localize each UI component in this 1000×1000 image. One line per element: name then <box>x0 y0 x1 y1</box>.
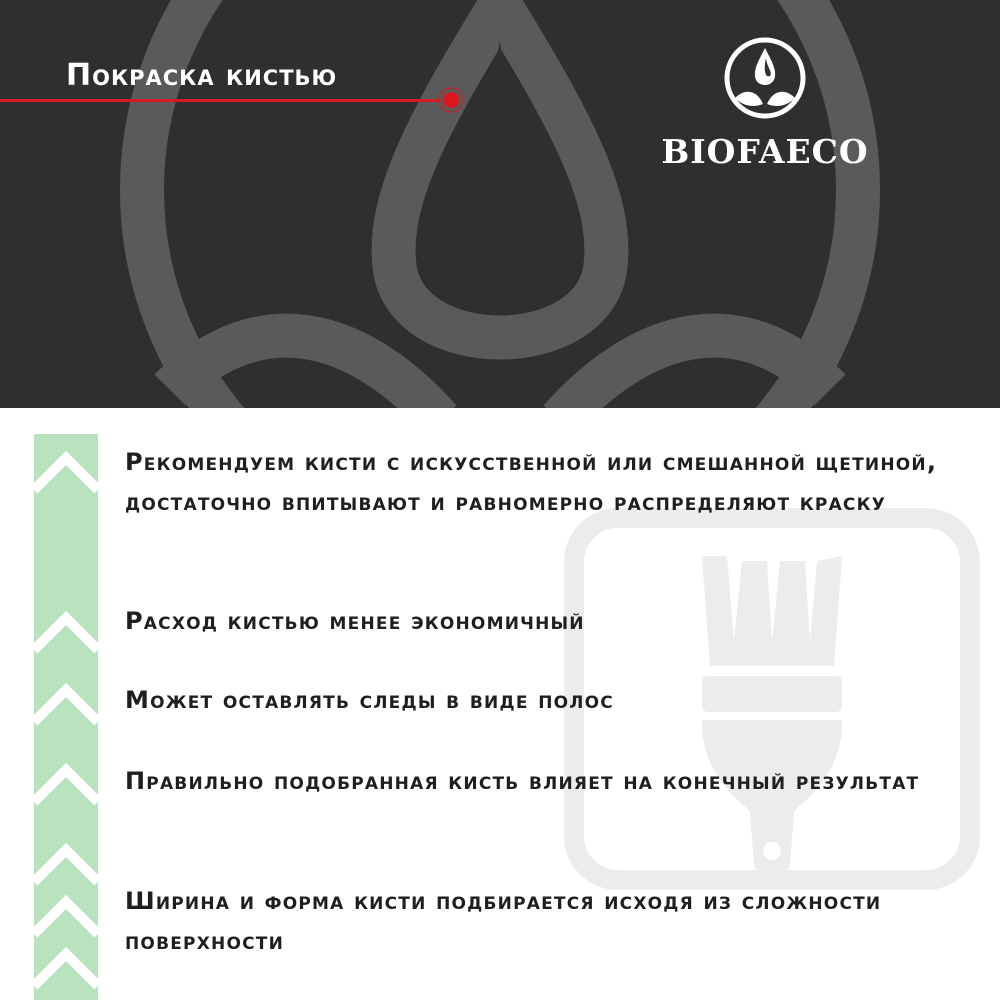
title-accent-line <box>0 99 440 102</box>
list-item: Расход кистью менее экономичный <box>125 607 585 635</box>
list-item: Рекомендуем кисти с искусственной или смешанной щетиной, достаточно впитывают и равномерно распределяют краску <box>125 448 938 516</box>
list-item: Правильно подобранная кисть влияет на конечный результат <box>125 767 920 795</box>
drop-leaf-logo-icon <box>723 36 807 120</box>
chevron-sidebar <box>34 434 98 1000</box>
brand-logo <box>660 36 870 176</box>
list-item: Ширина и форма кисти подбирается исходя из сложности поверхности <box>125 887 882 955</box>
list-item: Может оставлять следы в виде полос <box>125 686 614 714</box>
target-dot-icon <box>438 87 464 113</box>
header-banner <box>0 0 1000 408</box>
chevron-pattern-icon <box>34 434 98 1000</box>
brand-name: BIOFAECO <box>661 132 869 171</box>
page-title: Покраска кистью <box>66 58 338 93</box>
